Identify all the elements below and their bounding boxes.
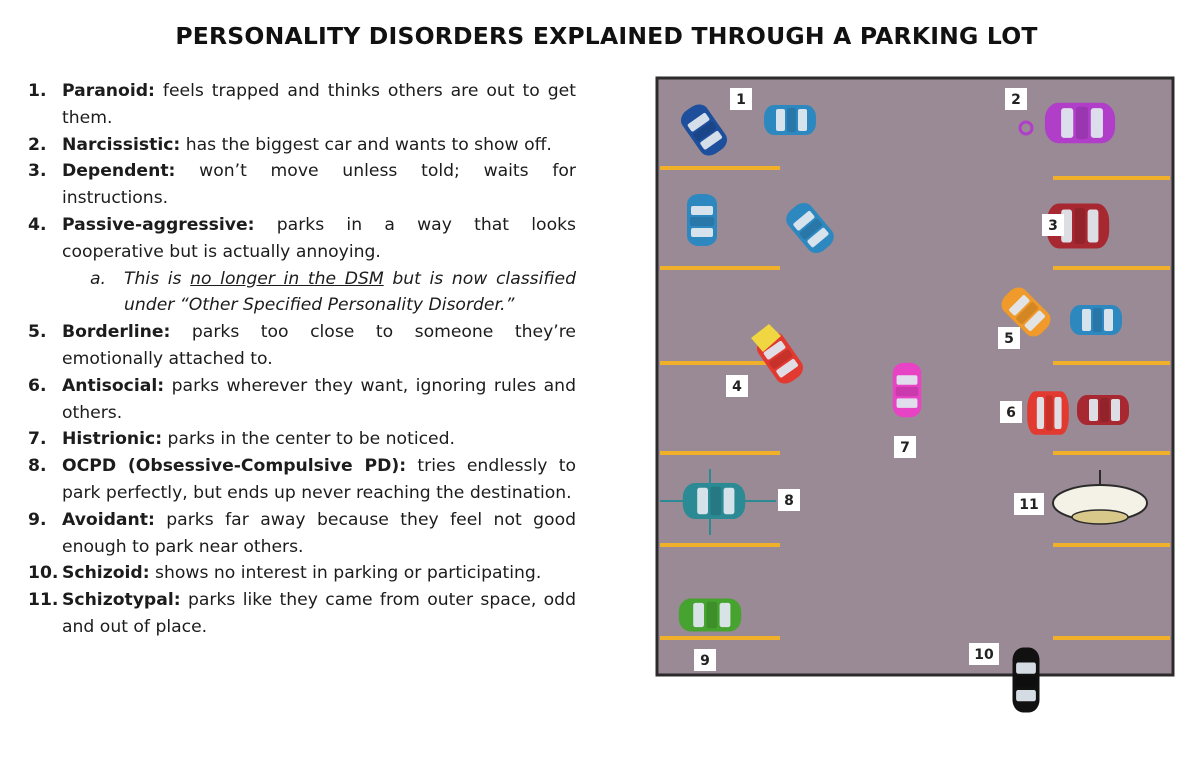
page-title: PERSONALITY DISORDERS EXPLAINED THROUGH A PARKING LOT bbox=[175, 22, 1038, 50]
label-5: 5 bbox=[1004, 331, 1014, 347]
car-left-blue bbox=[687, 194, 717, 246]
car-histrionic-pink bbox=[893, 363, 922, 418]
list-item bbox=[28, 507, 576, 561]
disorder-name: Dependent: bbox=[62, 161, 176, 182]
sub-note-letter: a. bbox=[90, 268, 106, 289]
list-item bbox=[28, 426, 576, 453]
item-number: 3. bbox=[28, 161, 47, 182]
disorder-name: Antisocial: bbox=[62, 375, 165, 396]
list-item bbox=[28, 587, 576, 641]
car-borderline-blue bbox=[1070, 305, 1122, 335]
list-item bbox=[28, 158, 576, 212]
list-item bbox=[28, 212, 576, 266]
car-antisocial-maroon bbox=[1077, 395, 1129, 425]
sub-note-pre: This is bbox=[124, 268, 191, 289]
list-item bbox=[28, 78, 576, 132]
car-schizoid-black bbox=[1013, 648, 1040, 713]
car-paranoid-blue bbox=[764, 105, 816, 135]
parking-lot-illustration bbox=[648, 68, 1180, 720]
disorder-description: tries endlessly to park perfectly, but ends up never reaching the destination. bbox=[62, 456, 576, 503]
item-number: 10. bbox=[28, 563, 59, 584]
item-number: 9. bbox=[28, 509, 47, 530]
item-number: 8. bbox=[28, 456, 47, 477]
car-avoidant-green bbox=[679, 599, 741, 632]
label-11: 11 bbox=[1019, 497, 1039, 513]
label-9: 9 bbox=[700, 653, 710, 669]
disorder-description: parks far away because they feel not good enough to park near others. bbox=[62, 509, 576, 557]
item-number: 5. bbox=[28, 322, 47, 343]
disorder-name: Borderline: bbox=[62, 322, 171, 343]
disorder-description: parks in the center to be noticed. bbox=[162, 429, 455, 450]
disorder-description: parks in a way that looks cooperative but is actually annoying. bbox=[62, 214, 576, 262]
disorder-description: feels trapped and thinks others are out to get them. bbox=[62, 81, 576, 128]
label-7: 7 bbox=[900, 440, 910, 456]
disorder-description: parks wherever they want, ignoring rules and others. bbox=[62, 375, 576, 423]
item-number: 1. bbox=[28, 81, 47, 101]
disorder-name: Schizoid: bbox=[62, 563, 150, 584]
label-10: 10 bbox=[974, 647, 994, 663]
disorder-name: Passive-aggressive: bbox=[62, 214, 255, 235]
list-item bbox=[28, 453, 576, 507]
label-4: 4 bbox=[732, 379, 742, 395]
disorder-name: Schizotypal: bbox=[62, 590, 181, 611]
list-item bbox=[28, 373, 576, 427]
disorder-name: Histrionic: bbox=[62, 429, 163, 450]
disorder-description: shows no interest in parking or participating. bbox=[149, 563, 542, 584]
list-item bbox=[28, 319, 576, 373]
item-number: 2. bbox=[28, 134, 47, 155]
item-number: 7. bbox=[28, 429, 47, 450]
label-3: 3 bbox=[1048, 218, 1058, 234]
label-6: 6 bbox=[1006, 405, 1016, 421]
item-number: 6. bbox=[28, 375, 47, 396]
disorder-list bbox=[28, 78, 576, 641]
disorder-name: Avoidant: bbox=[62, 509, 155, 530]
disorder-description: won’t move unless told; waits for instructions. bbox=[62, 161, 576, 209]
item-number: 4. bbox=[28, 214, 47, 235]
disorder-description: has the biggest car and wants to show off. bbox=[180, 134, 552, 155]
disorder-description: parks like they came from outer space, odd and out of place. bbox=[62, 590, 576, 637]
label-2: 2 bbox=[1011, 92, 1021, 108]
disorder-name: Paranoid: bbox=[62, 81, 155, 101]
item-number: 11. bbox=[28, 590, 59, 611]
disorder-name: OCPD (Obsessive-Compulsive PD): bbox=[62, 456, 407, 477]
sub-note-post: but is now classified under “Other Specified Personality Disorder.” bbox=[124, 268, 577, 316]
list-item bbox=[28, 132, 576, 159]
list-item bbox=[28, 560, 576, 587]
sub-note bbox=[90, 266, 576, 320]
disorder-name: Narcissistic: bbox=[62, 134, 181, 155]
disorder-description: parks too close to someone they’re emotionally attached to. bbox=[62, 322, 576, 369]
sub-note-underlined: no longer in the DSM bbox=[190, 268, 384, 289]
label-8: 8 bbox=[784, 493, 794, 509]
car-narcissistic-purple bbox=[1045, 103, 1115, 144]
car-antisocial-red bbox=[1027, 391, 1069, 435]
label-1: 1 bbox=[736, 92, 746, 108]
